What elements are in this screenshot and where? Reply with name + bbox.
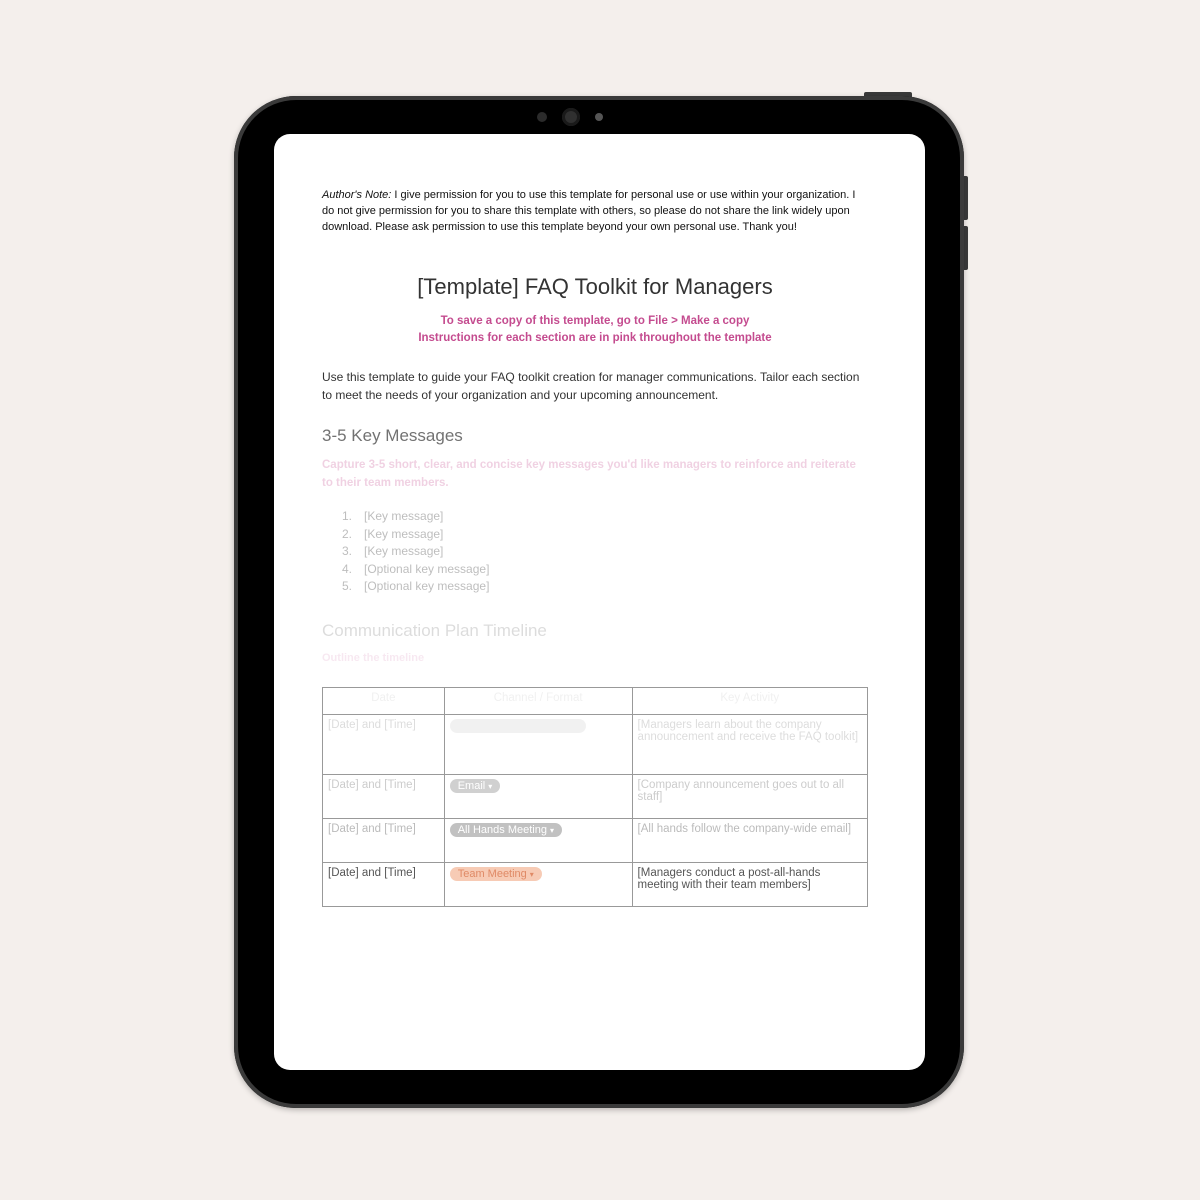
chevron-down-icon: ▾ xyxy=(549,826,554,835)
cell-activity: [Managers conduct a post-all-hands meeting with their team members] xyxy=(632,863,867,907)
camera-icon xyxy=(562,108,580,126)
section-caption-timeline: Outline the timeline xyxy=(322,652,425,664)
list-number: 3. xyxy=(342,544,353,558)
list-number: 2. xyxy=(342,526,353,541)
chevron-down-icon: ▾ xyxy=(488,782,493,791)
list-item xyxy=(342,561,489,579)
cell-activity: [Company announcement goes out to all staff] xyxy=(632,775,867,819)
cell-activity: [Managers learn about the company announcement and receive the FAQ toolkit] xyxy=(632,715,867,775)
chevron-down-icon: ▾ xyxy=(529,870,534,879)
channel-chip[interactable] xyxy=(450,823,562,837)
cell-channel xyxy=(444,775,632,819)
section-heading-timeline: Communication Plan Timeline xyxy=(322,621,547,640)
list-number: 5. xyxy=(342,579,353,593)
timeline-table xyxy=(322,687,868,907)
cell-channel xyxy=(444,819,632,863)
light-sensor-icon xyxy=(595,113,603,121)
author-note xyxy=(322,187,862,235)
chip-label: Email xyxy=(457,780,486,792)
cell-channel xyxy=(444,863,632,907)
chip-label: All Hands Meeting xyxy=(457,824,547,836)
table-row xyxy=(323,775,868,819)
section-caption-key-messages: Capture 3-5 short, clear, and concise key messages you'd like managers to reinforce and reiterate to their team members. xyxy=(322,459,856,489)
list-item xyxy=(342,543,489,561)
list-number: 1. xyxy=(342,509,353,523)
cell-channel xyxy=(444,715,632,775)
author-note-label: Author's Note: xyxy=(322,189,392,201)
section-heading-key-messages: 3-5 Key Messages xyxy=(322,426,463,445)
key-messages-list xyxy=(342,508,489,596)
document-title: [Template] FAQ Toolkit for Managers xyxy=(417,274,773,299)
channel-chip[interactable] xyxy=(450,779,501,793)
instruction-pink-sections: Instructions for each section are in pink throughout the template xyxy=(418,332,772,344)
list-text: [Key message] xyxy=(364,544,444,558)
cell-date: [Date] and [Time] xyxy=(323,863,445,907)
cell-date: [Date] and [Time] xyxy=(323,715,445,775)
table-row xyxy=(323,715,868,775)
table-row xyxy=(323,863,868,907)
cell-date: [Date] and [Time] xyxy=(323,819,445,863)
header-channel: Channel / Format xyxy=(444,688,632,715)
table-row xyxy=(323,819,868,863)
list-text: [Optional key message] xyxy=(364,579,490,593)
list-number: 4. xyxy=(342,561,353,576)
tablet-screen xyxy=(274,134,925,1070)
author-note-text: I give permission for you to use this template for personal use or use within your organization. I do not give permission for you to share this template with others, so please do not share the link widely upon download. Please ask permission to use this template beyond your own personal use. Thank you! xyxy=(322,189,856,233)
channel-chip[interactable] xyxy=(450,867,542,881)
list-item xyxy=(342,526,489,544)
instruction-save-copy: To save a copy of this template, go to File > Make a copy xyxy=(440,315,750,327)
cell-date: [Date] and [Time] xyxy=(323,775,445,819)
table-header-row xyxy=(323,688,868,715)
intro-paragraph: Use this template to guide your FAQ toolkit creation for manager communications. Tailor each section to meet the needs of your organization and your upcoming announcement. xyxy=(322,370,860,402)
header-activity: Key Activity xyxy=(632,688,867,715)
list-item xyxy=(342,508,489,526)
channel-chip[interactable] xyxy=(450,719,586,733)
header-date: Date xyxy=(323,688,445,715)
list-item xyxy=(342,578,489,596)
list-text: [Key message] xyxy=(364,526,444,541)
list-text: [Optional key message] xyxy=(364,561,490,576)
sensor-icon xyxy=(537,112,547,122)
chip-label: Team Meeting xyxy=(457,868,527,880)
list-text: [Key message] xyxy=(364,509,444,523)
cell-activity: [All hands follow the company-wide email] xyxy=(632,819,867,863)
